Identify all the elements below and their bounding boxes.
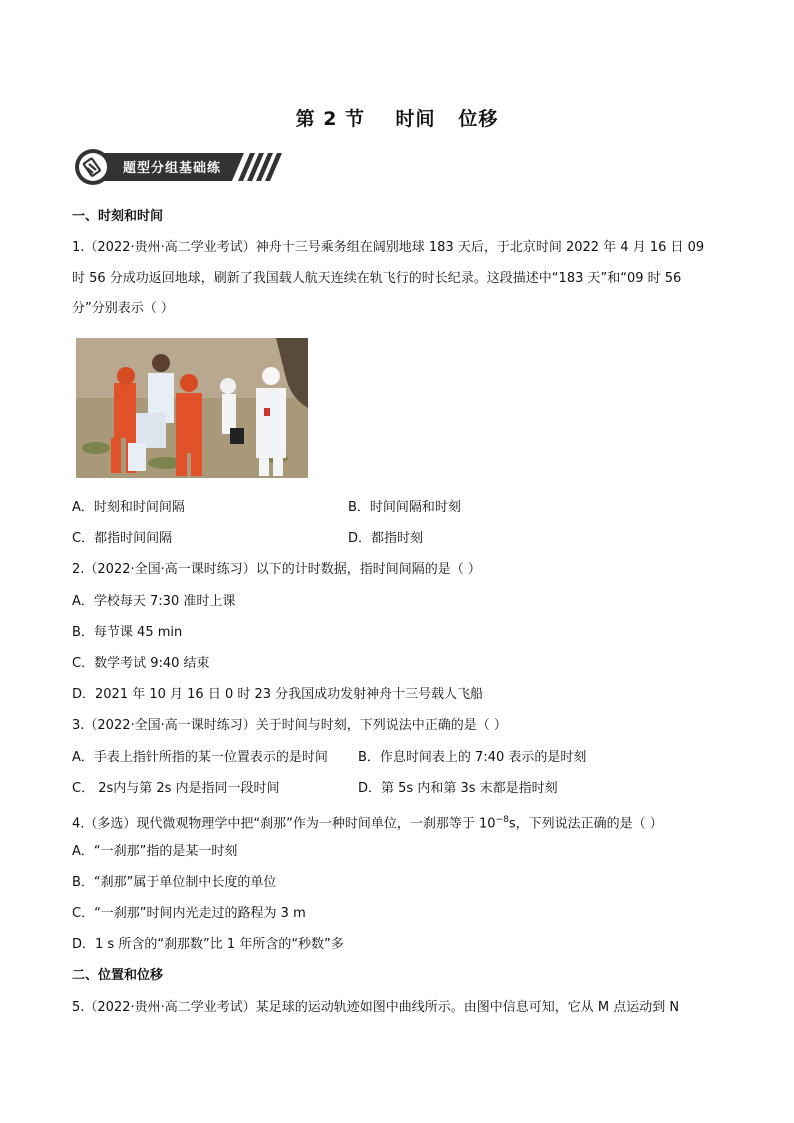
question-4-stem-a: 4.（多选）现代微观物理学中把“刹那”作为一种时间单位，一刹那等于 10	[72, 816, 496, 832]
banner-label: 题型分组基础练	[123, 161, 222, 176]
option-3c: C． 2s内与第 2s 内是指同一段时间	[72, 781, 280, 796]
option-4b: B．“刹那”属于单位制中长度的单位	[72, 875, 277, 890]
page-title: 第 2 节 时间 位移	[295, 108, 499, 130]
option-2a: A．学校每天 7:30 准时上课	[72, 594, 236, 609]
option-1a: A．时刻和时间间隔	[72, 500, 185, 515]
question-2-stem: 2.（2022·全国·高一课时练习）以下的计时数据，指时间间隔的是（ ）	[72, 562, 481, 577]
option-1d: D．都指时刻	[348, 531, 424, 546]
exponent: −8	[495, 815, 509, 825]
option-4a: A．“一刹那”指的是某一时刻	[72, 844, 238, 859]
option-3b: B．作息时间表上的 7:40 表示的是时刻	[358, 750, 587, 765]
section-heading: 一、时刻和时间	[72, 209, 164, 224]
book-icon	[80, 154, 106, 180]
option-1b: B．时间间隔和时刻	[348, 500, 461, 515]
question-1-line3: 分”分别表示（ ）	[72, 301, 174, 316]
question-3-stem: 3.（2022·全国·高一课时练习）关于时间与时刻，下列说法中正确的是（ ）	[72, 718, 507, 733]
option-4c: C．“一刹那”时间内光走过的路程为 3 m	[72, 906, 306, 921]
option-2d: D．2021 年 10 月 16 日 0 时 23 分我国成功发射神舟十三号载人飞船	[72, 687, 484, 702]
question-5-line1: 5.（2022·贵州·高二学业考试）某足球的运动轨迹如图中曲线所示。由图中信息可知，它从 M 点运动到 N	[72, 1000, 680, 1015]
option-1c: C．都指时间间隔	[72, 531, 173, 546]
option-2c: C．数学考试 9:40 结束	[72, 656, 210, 671]
option-3a: A．手表上指针所指的某一位置表示的是时间	[72, 750, 328, 765]
option-2b: B．每节课 45 min	[72, 625, 183, 640]
question-4-stem-b: s，下列说法正确的是（ ）	[508, 816, 663, 832]
section-heading-2: 二、位置和位移	[72, 968, 164, 983]
question-4-stem	[72, 810, 663, 834]
question-1-line2: 时 56 分成功返回地球，刷新了我国载人航天连续在轨飞行的时长纪录。这段描述中“183 天”和“09 时 56	[72, 271, 682, 286]
option-4d: D．1 s 所含的“刹那数”比 1 年所含的“秒数”多	[72, 937, 344, 952]
option-3d: D．第 5s 内和第 3s 末都是指时刻	[358, 781, 558, 796]
astronaut-return-photo	[76, 338, 308, 478]
question-1-line1: 1.（2022·贵州·高二学业考试）神舟十三号乘务组在阔别地球 183 天后，于北京时间 2022 年 4 月 16 日 09	[72, 240, 705, 255]
